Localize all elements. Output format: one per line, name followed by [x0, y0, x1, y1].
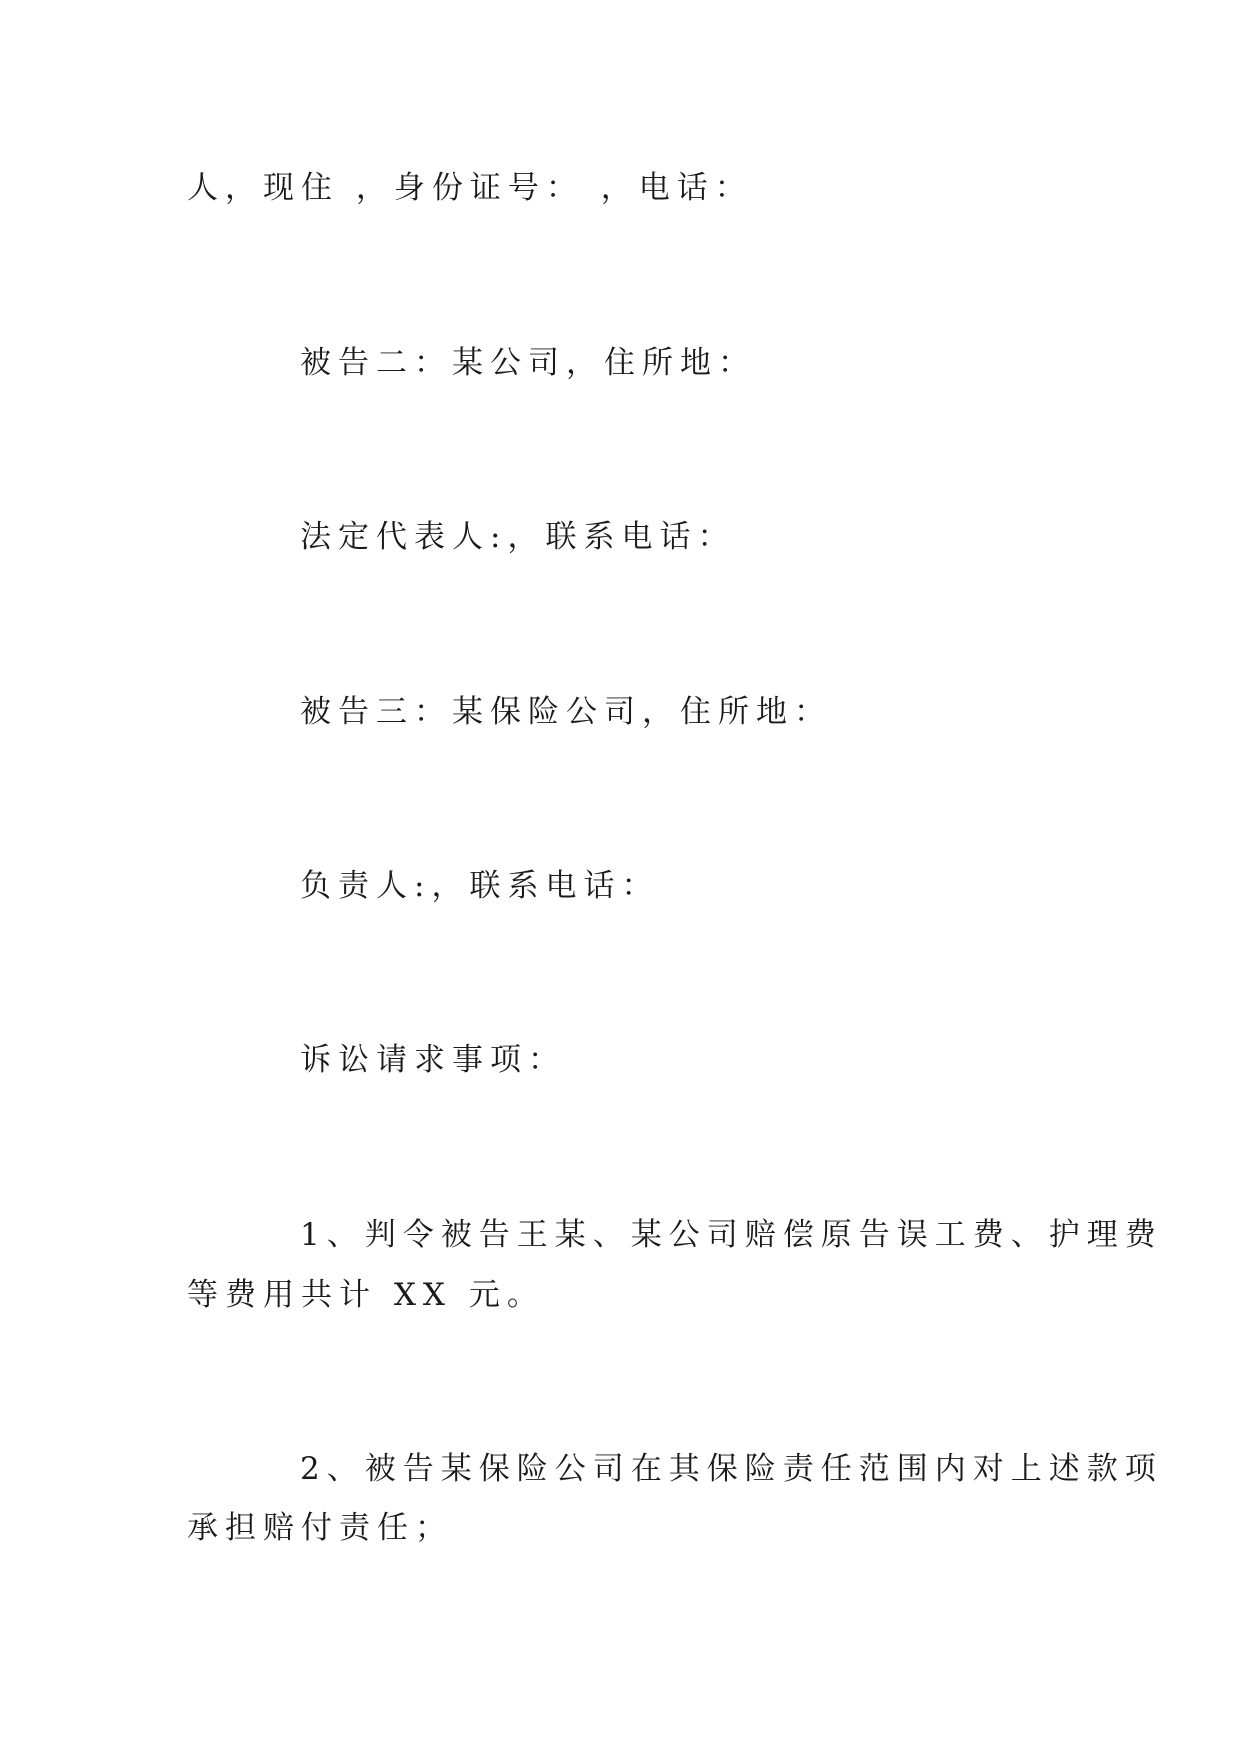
paragraph-line-legal-representative: 法定代表人:，联系电话：	[300, 519, 736, 555]
paragraph-line-plaintiff-address: 人，现住 ，身份证号： ，电话：	[187, 170, 753, 206]
claim-one-line-two: 等费用共计 XX 元。	[187, 1277, 545, 1313]
claim-one-line-one: 1、判令被告王某、某公司赔偿原告误工费、护理费	[300, 1217, 1163, 1253]
paragraph-line-defendant-two: 被告二：某公司，住所地：	[300, 345, 756, 381]
paragraph-line-responsible-person: 负责人:，联系电话：	[300, 868, 660, 904]
claim-two-line-one: 2、被告某保险公司在其保险责任范围内对上述款项	[300, 1451, 1163, 1487]
section-heading-claims: 诉讼请求事项：	[300, 1042, 566, 1078]
claim-two-line-two: 承担赔付责任；	[187, 1510, 453, 1546]
paragraph-line-defendant-three: 被告三：某保险公司，住所地：	[300, 694, 832, 730]
